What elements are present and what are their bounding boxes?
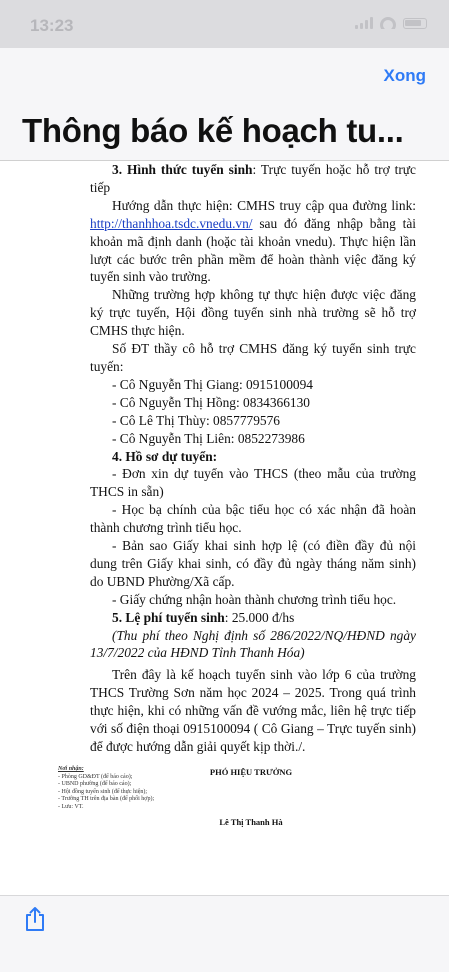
signature-block xyxy=(58,764,416,827)
document-item: - Học bạ chính của bậc tiểu học có xác nhận đã hoàn thành chương trình tiểu học. xyxy=(90,502,416,536)
document-item: - Giấy chứng nhận hoàn thành chương trình tiểu học. xyxy=(112,591,397,607)
signer-title: PHÓ HIỆU TRƯỞNG xyxy=(209,766,293,777)
section-3-text: : Trực tuyến hoặc hỗ trợ trực tiếp xyxy=(90,162,416,195)
section-4-heading: 4. Hồ sơ dự tuyển: xyxy=(112,448,218,464)
status-time: 13:23 xyxy=(30,16,74,35)
section-5-text: : 25.000 đ/hs xyxy=(224,609,295,625)
signer-name: Lê Thị Thanh Hà xyxy=(219,816,283,827)
guide-paragraph xyxy=(90,197,416,287)
battery-icon xyxy=(403,18,427,29)
bottom-toolbar xyxy=(0,895,449,972)
document-page xyxy=(58,161,416,827)
share-icon[interactable] xyxy=(24,906,46,932)
recipients-heading: Nơi nhận: xyxy=(58,765,84,772)
done-button[interactable]: Xong xyxy=(383,66,426,85)
section-5-heading: 5. Lệ phí tuyển sinh xyxy=(112,609,225,625)
document-item: - Bản sao Giấy khai sinh hợp lệ (có điền đầy đủ nội dung trên Giấy khai sinh, có đầy đủ ngày tháng năm sinh) do UBND Phường/Xã cấp. xyxy=(90,538,416,589)
section-3 xyxy=(90,161,416,197)
recipient-item: - Phòng GD&ĐT (để báo cáo); xyxy=(58,773,133,780)
document-item: - Đơn xin dự tuyển vào THCS (theo mẫu của trường THCS in sẵn) xyxy=(90,466,416,500)
signal-icon xyxy=(355,17,373,29)
contact-item: - Cô Nguyễn Thị Liên: 0852273986 xyxy=(112,430,305,446)
registration-link[interactable]: http://thanhhoa.tsdc.vnedu.vn/ xyxy=(90,215,253,231)
guide-text-rest: sau đó đăng nhập bằng tài khoản mã định danh (hoặc tài khoản vnedu). Thực hiện lần lượt các bước trên phần mềm để hoàn thành việc đăng ký tuyển sinh vào trường. xyxy=(90,215,416,285)
contact-item: - Cô Nguyễn Thị Giang: 0915100094 xyxy=(112,376,313,392)
status-bar xyxy=(0,0,449,48)
contact-item: - Cô Nguyễn Thị Hồng: 0834366130 xyxy=(112,394,311,410)
phone-intro: Số ĐT thầy cô hỗ trợ CMHS đăng ký tuyển sinh trực tuyến: xyxy=(90,341,416,374)
contact-item: - Cô Lê Thị Thùy: 0857779576 xyxy=(112,412,280,428)
section-3-heading: 3. Hình thức tuyển sinh xyxy=(112,162,253,177)
document-viewer[interactable] xyxy=(0,160,449,896)
recipient-item: - Lưu: VT. xyxy=(58,803,84,810)
support-paragraph: Những trường hợp không tự thực hiện được việc đăng ký trực tuyến, Hội đồng tuyển sinh nhà trường sẽ hỗ trợ CMHS thực hiện. xyxy=(90,287,416,339)
recipient-item: - Trường TH trên địa bàn (để phối hợp); xyxy=(58,796,155,803)
status-icons xyxy=(355,17,427,29)
page-title: Thông báo kế hoạch tu... xyxy=(22,112,404,149)
section-5 xyxy=(90,609,416,627)
wifi-icon xyxy=(380,17,396,29)
closing-paragraph: Trên đây là kế hoạch tuyển sinh vào lớp 6 của trường THCS Trường Sơn năm học 2024 – 2025. Trong quá trình thực hiện, khi có những vấn đề vướng mắc, liên hệ trực tiếp với số điện thoại 0915100094 ( Cô Giang – Trực tuyến sinh) để được hướng dẫn giải quyết kịp thời./. xyxy=(90,667,416,754)
recipient-item: - UBND phường (để báo cáo); xyxy=(58,781,132,788)
fee-note: (Thu phí theo Nghị định số 286/2022/NQ/HĐND ngày 13/7/2022 của HĐND Tỉnh Thanh Hóa) xyxy=(90,627,416,661)
guide-text: Hướng dẫn thực hiện: CMHS truy cập qua đường link: xyxy=(112,197,416,213)
recipient-item: - Hội đồng tuyển sinh (để thực hiện); xyxy=(58,788,148,795)
